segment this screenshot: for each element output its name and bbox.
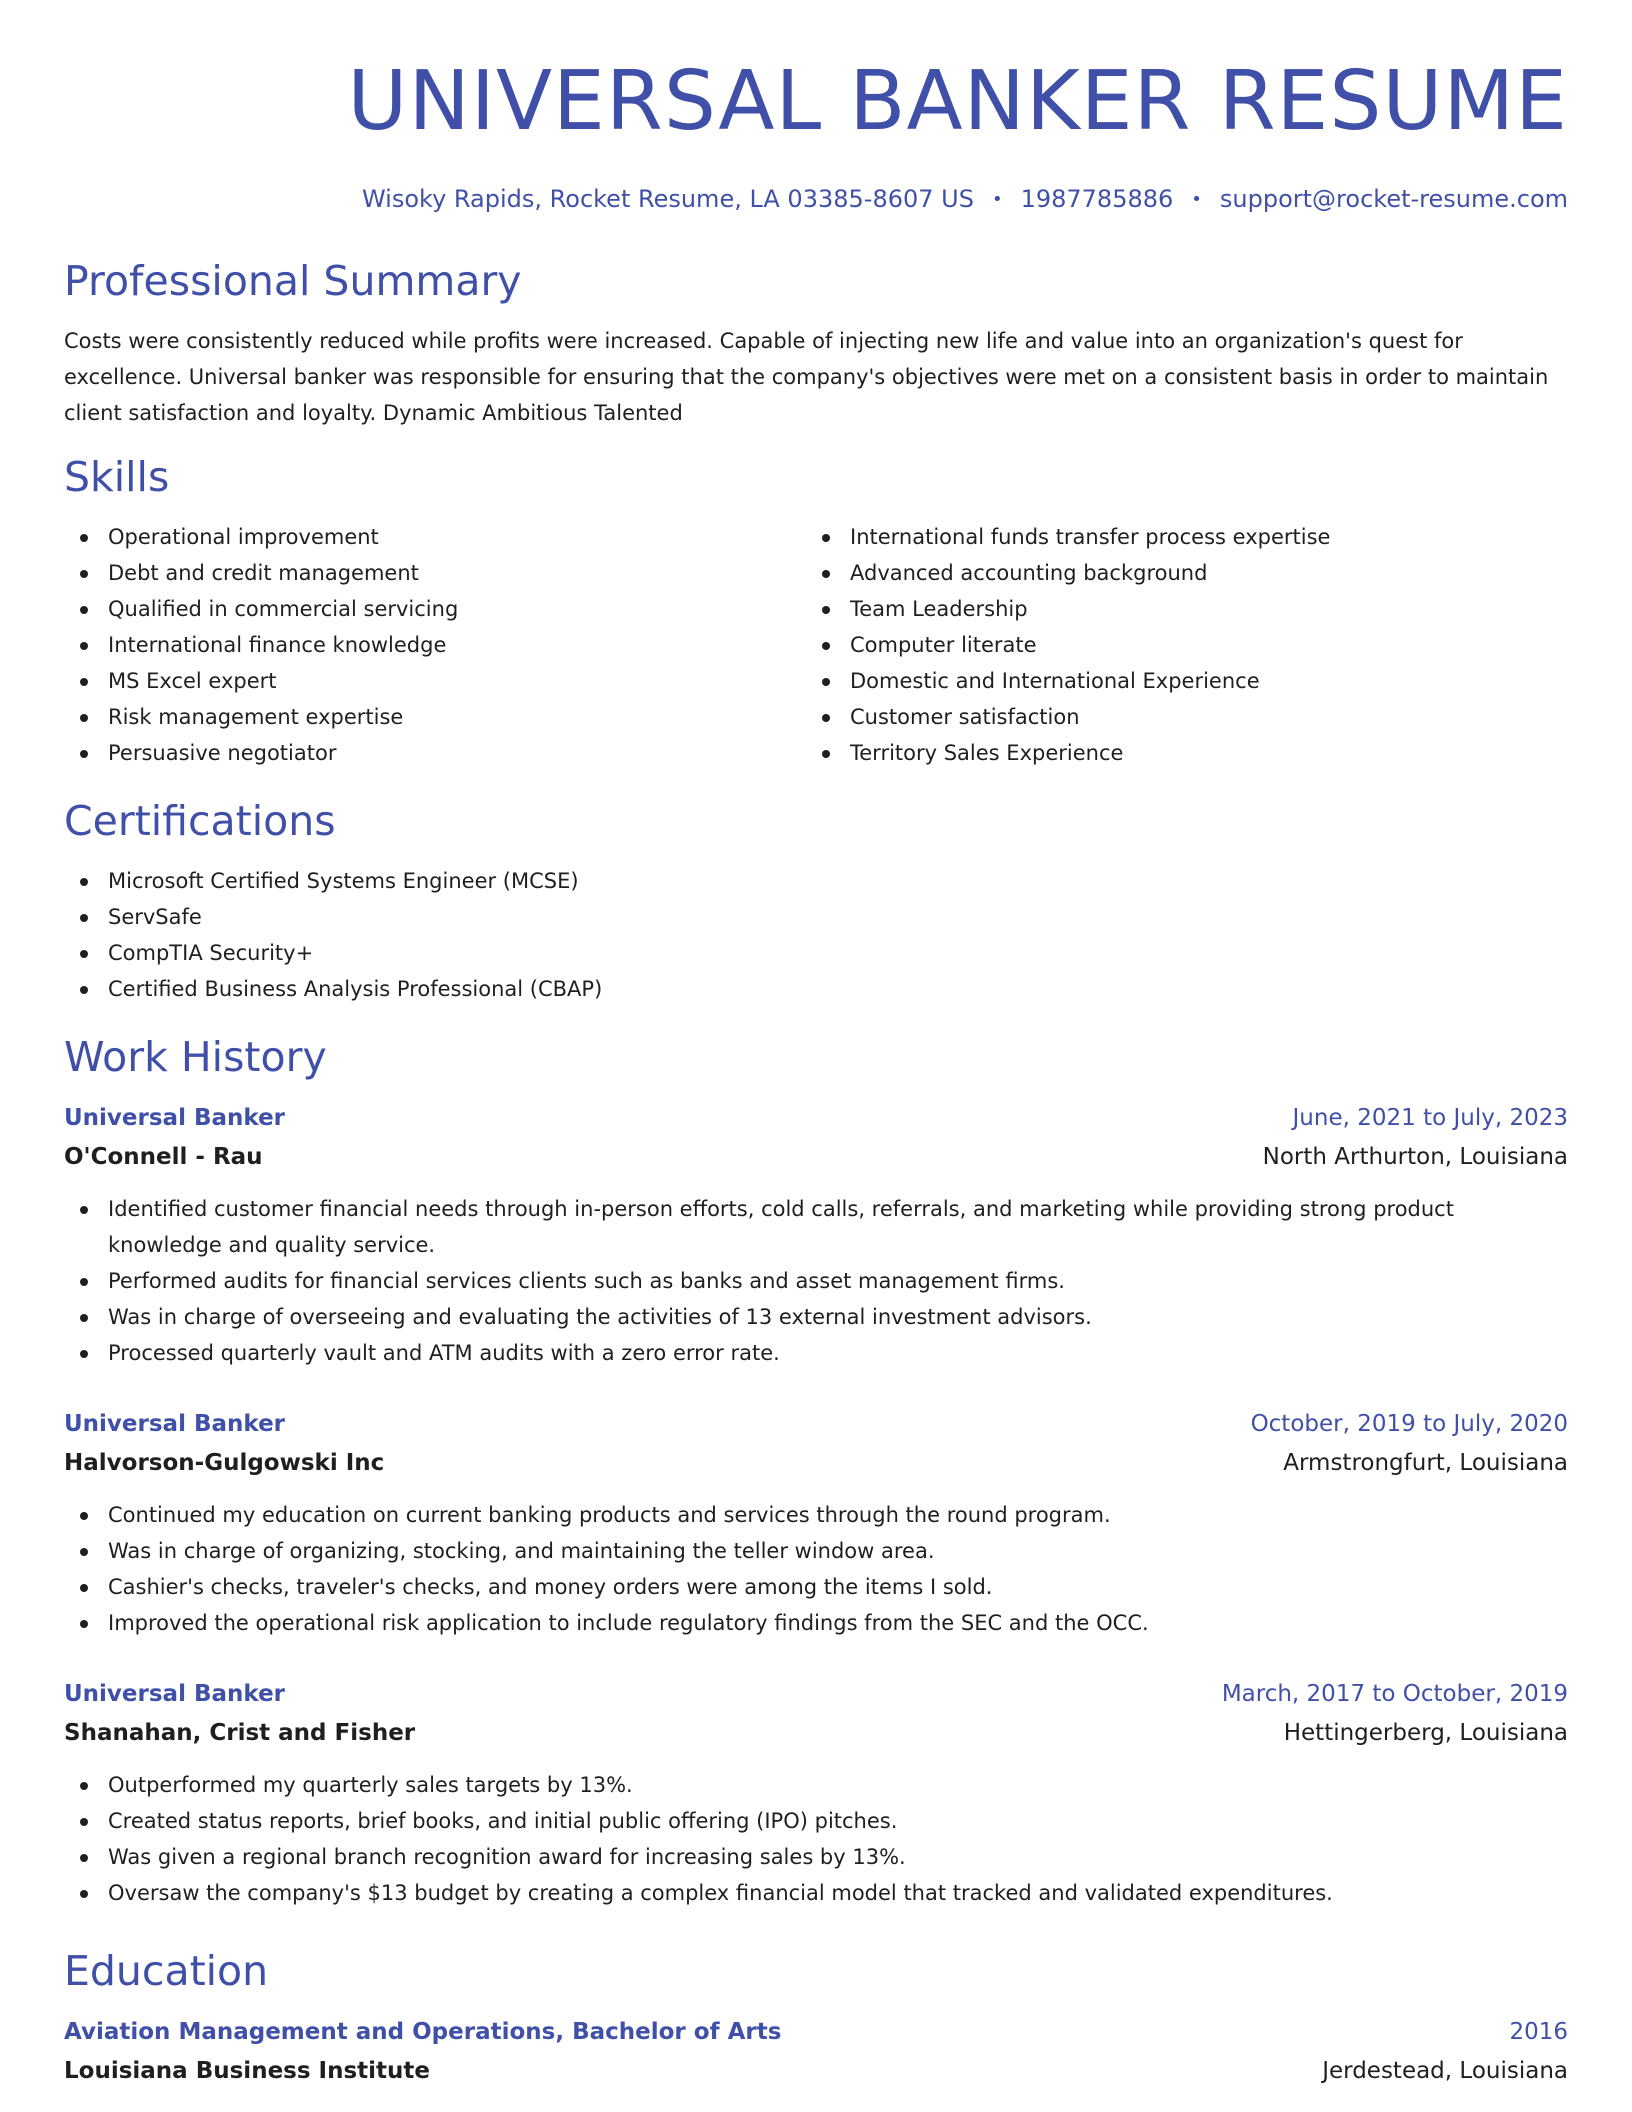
section-heading: Skills xyxy=(64,453,170,501)
resume-title: UNIVERSAL BANKER RESUME xyxy=(347,54,1568,149)
education-location: Jerdestead, Louisiana xyxy=(1322,2058,1568,2084)
contact-address: Wisoky Rapids, Rocket Resume, LA 03385-8607 US xyxy=(361,185,974,213)
job-company: O'Connell - Rau xyxy=(64,1144,263,1170)
job-bullet: Performed audits for financial services clients such as banks and asset management firms. xyxy=(64,1263,1568,1299)
education-section xyxy=(64,1945,1568,2091)
education-entry xyxy=(64,2013,1568,2091)
job-dates: June, 2021 to July, 2023 xyxy=(1292,1105,1568,1131)
bullet-separator: • xyxy=(1191,189,1202,210)
job-bullets xyxy=(64,1497,1568,1641)
skill-item: International funds transfer process expertise xyxy=(806,519,1548,555)
job-header-row xyxy=(64,1099,1568,1137)
job-bullet: Cashier's checks, traveler's checks, and money orders were among the items I sold. xyxy=(64,1569,1568,1605)
job-bullet: Improved the operational risk application to include regulatory findings from the SEC and the OCC. xyxy=(64,1605,1568,1641)
job-entry xyxy=(64,1675,1568,1911)
job-bullets xyxy=(64,1767,1568,1911)
job-bullets xyxy=(64,1191,1568,1371)
job-company-row xyxy=(64,1137,1568,1177)
education-degree: Aviation Management and Operations, Bachelor of Arts xyxy=(64,2019,782,2045)
job-company-row xyxy=(64,1713,1568,1753)
job-bullet: Was in charge of overseeing and evaluating the activities of 13 external investment advisors. xyxy=(64,1299,1568,1335)
skills-section xyxy=(64,451,1568,771)
skill-item: Customer satisfaction xyxy=(806,699,1548,735)
skill-item: Qualified in commercial servicing xyxy=(64,591,806,627)
job-location: North Arthurton, Louisiana xyxy=(1262,1144,1568,1170)
job-company: Halvorson-Gulgowski Inc xyxy=(64,1450,385,1476)
job-bullet: Was given a regional branch recognition award for increasing sales by 13%. xyxy=(64,1839,1568,1875)
resume-header xyxy=(64,0,1568,217)
skill-item: Advanced accounting background xyxy=(806,555,1548,591)
job-bullet: Was in charge of organizing, stocking, and maintaining the teller window area. xyxy=(64,1533,1568,1569)
job-bullet: Created status reports, brief books, and initial public offering (IPO) pitches. xyxy=(64,1803,1568,1839)
job-role: Universal Banker xyxy=(64,1105,286,1131)
job-location: Hettingerberg, Louisiana xyxy=(1283,1720,1568,1746)
contact-email: support@rocket-resume.com xyxy=(1219,185,1568,213)
job-location: Armstrongfurt, Louisiana xyxy=(1283,1450,1568,1476)
job-bullet: Continued my education on current banking products and services through the round program. xyxy=(64,1497,1568,1533)
contact-line xyxy=(64,182,1568,217)
skill-item: Operational improvement xyxy=(64,519,806,555)
certification-item: ServSafe xyxy=(64,899,1568,935)
job-dates: March, 2017 to October, 2019 xyxy=(1221,1681,1568,1707)
education-school: Louisiana Business Institute xyxy=(64,2058,431,2084)
certification-item: Microsoft Certified Systems Engineer (MCSE) xyxy=(64,863,1568,899)
summary-text: Costs were consistently reduced while profits were increased. Capable of injecting new life and value into an organization's quest for excellence. Universal banker was responsible for ensuring that the company's objectives were met on a consistent basis in order to maintain client satisfaction and loyalty. Dynamic Ambitious Talented xyxy=(64,329,1549,425)
section-heading: Education xyxy=(64,1947,269,1995)
job-dates: October, 2019 to July, 2020 xyxy=(1250,1411,1568,1437)
job-company-row xyxy=(64,1443,1568,1483)
job-bullet: Identified customer financial needs through in-person efforts, cold calls, referrals, and marketing while providing strong product knowledge and quality service. xyxy=(64,1191,1568,1263)
skill-item: Debt and credit management xyxy=(64,555,806,591)
job-entry xyxy=(64,1099,1568,1371)
skills-column-left xyxy=(64,519,806,771)
contact-phone: 1987785886 xyxy=(1020,185,1174,213)
job-company: Shanahan, Crist and Fisher xyxy=(64,1720,416,1746)
job-role: Universal Banker xyxy=(64,1411,286,1437)
education-school-row xyxy=(64,2051,1568,2091)
skills-grid xyxy=(64,519,1568,771)
certification-item: Certified Business Analysis Professional (CBAP) xyxy=(64,971,1568,1007)
job-header-row xyxy=(64,1675,1568,1713)
skill-item: Territory Sales Experience xyxy=(806,735,1548,771)
skills-column-right xyxy=(806,519,1548,771)
job-role: Universal Banker xyxy=(64,1681,286,1707)
skill-item: MS Excel expert xyxy=(64,663,806,699)
skill-item: Computer literate xyxy=(806,627,1548,663)
job-bullet: Outperformed my quarterly sales targets by 13%. xyxy=(64,1767,1568,1803)
education-header-row xyxy=(64,2013,1568,2051)
skill-item: Domestic and International Experience xyxy=(806,663,1548,699)
section-heading: Certifications xyxy=(64,797,336,845)
job-bullet: Processed quarterly vault and ATM audits with a zero error rate. xyxy=(64,1335,1568,1371)
bullet-separator: • xyxy=(991,189,1003,210)
certification-item: CompTIA Security+ xyxy=(64,935,1568,971)
job-header-row xyxy=(64,1405,1568,1443)
skill-item: Persuasive negotiator xyxy=(64,735,806,771)
certifications-list xyxy=(64,863,1568,1007)
summary-section xyxy=(64,255,1568,431)
work-history-section xyxy=(64,1031,1568,1911)
section-heading: Work History xyxy=(64,1033,327,1081)
certifications-section xyxy=(64,795,1568,1007)
section-heading: Professional Summary xyxy=(64,257,522,305)
skill-item: Risk management expertise xyxy=(64,699,806,735)
education-year: 2016 xyxy=(1509,2019,1568,2045)
skill-item: Team Leadership xyxy=(806,591,1548,627)
job-bullet: Oversaw the company's $13 budget by creating a complex financial model that tracked and validated expenditures. xyxy=(64,1875,1568,1911)
skill-item: International finance knowledge xyxy=(64,627,806,663)
job-entry xyxy=(64,1405,1568,1641)
